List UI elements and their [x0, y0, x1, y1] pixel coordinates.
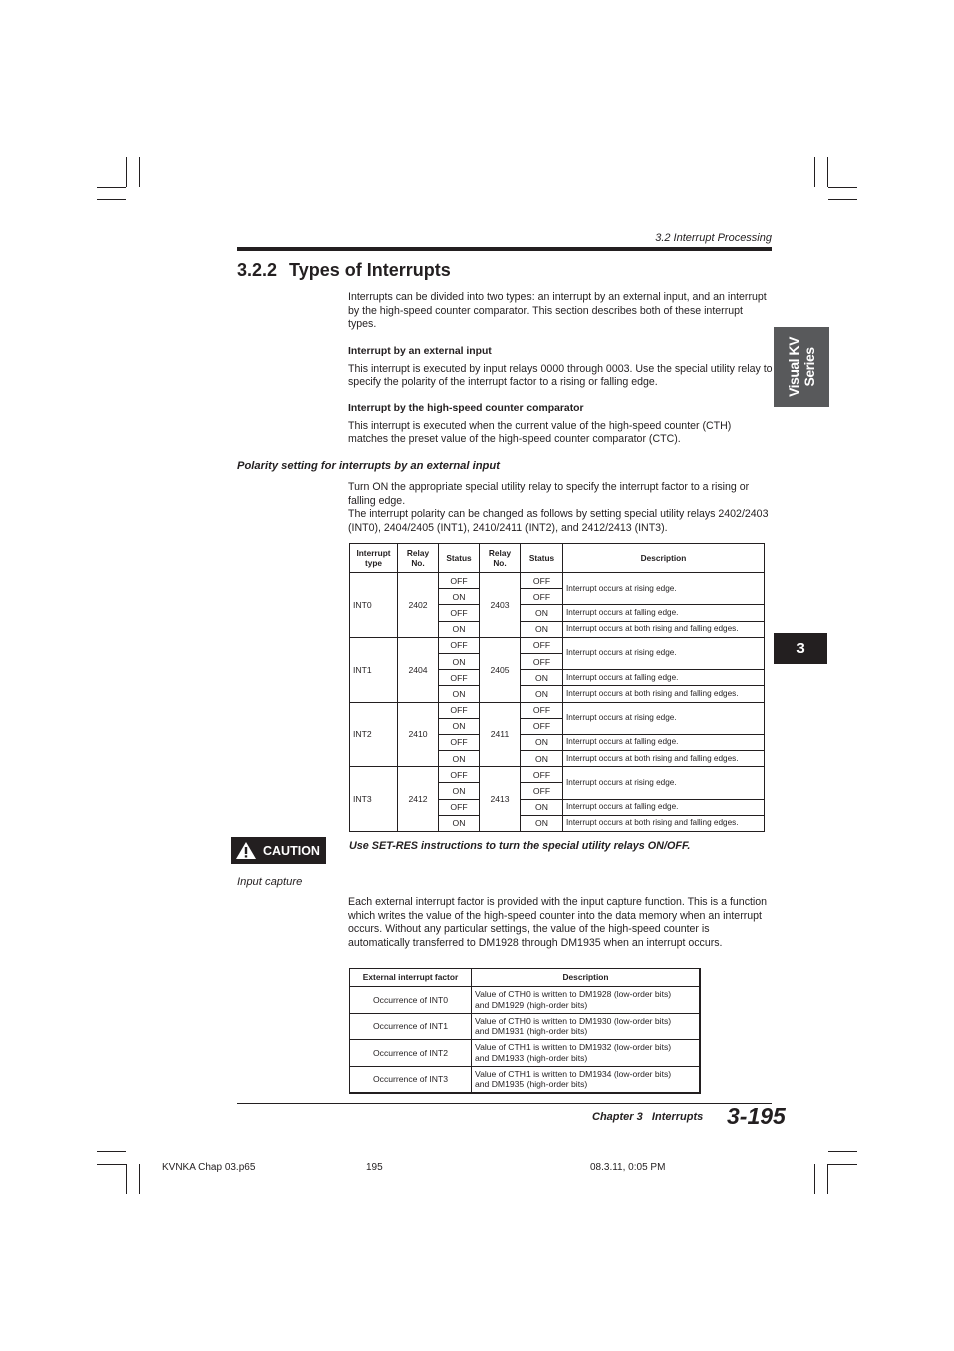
table-row — [350, 767, 765, 783]
description-cell: Interrupt occurs at both rising and falling edges. — [563, 815, 765, 831]
status-cell: ON — [521, 734, 563, 750]
status-cell: OFF — [439, 767, 480, 783]
input-capture-table — [349, 968, 701, 1094]
factor-cell: Occurrence of INT3 — [350, 1066, 472, 1093]
slug-page: 195 — [366, 1162, 383, 1173]
description-cell: Interrupt occurs at rising edge. — [563, 637, 765, 669]
table-row — [350, 987, 701, 1014]
status-cell: OFF — [521, 589, 563, 605]
description-cell: Interrupt occurs at rising edge. — [563, 573, 765, 605]
footer-rule — [237, 1103, 772, 1104]
crop-mark — [126, 1164, 127, 1194]
status-cell: ON — [439, 653, 480, 669]
interrupt-type: INT2 — [350, 702, 398, 767]
intro-paragraph: Interrupts can be divided into two types: an interrupt by an external input, and an interrupt by the high-speed counter comparator. This section describes both of these interrupt types. — [348, 291, 767, 331]
status-cell: OFF — [439, 799, 480, 815]
crop-mark — [139, 1164, 140, 1194]
status-cell: ON — [439, 751, 480, 767]
relay-number: 2412 — [398, 767, 439, 832]
crop-mark — [139, 157, 140, 187]
status-cell: ON — [439, 718, 480, 734]
status-cell: ON — [521, 621, 563, 637]
description-cell: Interrupt occurs at both rising and falling edges. — [563, 621, 765, 637]
polarity-text-2: The interrupt polarity can be changed as follows by setting special utility relays 2402/2403 (INT0), 2404/2405 (INT1), 2410/2411 (INT2), and 2412/2413 (INT3). — [348, 508, 769, 534]
column-header: Description — [472, 969, 701, 987]
status-cell: OFF — [521, 653, 563, 669]
section-title: Types of Interrupts — [289, 260, 451, 280]
status-cell: ON — [439, 815, 480, 831]
crop-mark — [828, 199, 857, 200]
crop-mark — [827, 1164, 828, 1194]
interrupt-type: INT0 — [350, 573, 398, 638]
relay-number: 2410 — [398, 702, 439, 767]
description-cell: Interrupt occurs at falling edge. — [563, 670, 765, 686]
status-cell: OFF — [521, 702, 563, 718]
polarity-paragraph — [348, 481, 773, 535]
status-cell: ON — [521, 605, 563, 621]
description-cell: Value of CTH0 is written to DM1928 (low-order bits) and DM1929 (high-order bits) — [472, 987, 701, 1014]
status-cell: ON — [521, 686, 563, 702]
hsc-block — [348, 402, 773, 447]
description-cell: Interrupt occurs at rising edge. — [563, 767, 765, 799]
column-header: Status — [521, 544, 563, 573]
input-capture-paragraph: Each external interrupt factor is provided with the input capture function. This is a function which writes the value of the high-speed counter into the data memory when an interrupt occurs. Without any particular settings, the value of the high-speed counter is automatically transferred to DM1928 through DM1935 when an interrupt occurs. — [348, 896, 768, 949]
chapter-tab: 3 — [774, 633, 827, 664]
slug-date: 08.3.11, 0:05 PM — [590, 1162, 666, 1173]
crop-mark — [828, 1164, 857, 1165]
column-header: Status — [439, 544, 480, 573]
status-cell: ON — [521, 799, 563, 815]
polarity-heading: Polarity setting for interrupts by an external input — [237, 460, 500, 472]
page-number: 3-195 — [727, 1103, 786, 1129]
description-cell: Value of CTH0 is written to DM1930 (low-order bits) and DM1931 (high-order bits) — [472, 1013, 701, 1040]
description-cell: Value of CTH1 is written to DM1932 (low-order bits) and DM1933 (high-order bits) — [472, 1040, 701, 1067]
description-cell: Interrupt occurs at falling edge. — [563, 799, 765, 815]
external-input-block — [348, 345, 773, 390]
slug-file: KVNKA Chap 03.p65 — [162, 1162, 256, 1173]
status-cell: ON — [439, 783, 480, 799]
table-row — [350, 1040, 701, 1067]
status-cell: OFF — [439, 573, 480, 589]
caution-label: CAUTION — [263, 843, 320, 858]
table-row — [350, 573, 765, 589]
factor-cell: Occurrence of INT1 — [350, 1013, 472, 1040]
external-input-text: This interrupt is executed by input relays 0000 through 0003. Use the special utility relay to specify the polarity of the interrupt factor to a rising or falling edge. — [348, 362, 773, 389]
table-row — [350, 702, 765, 718]
crop-mark — [97, 187, 126, 188]
section-heading — [237, 260, 451, 281]
status-cell: OFF — [521, 573, 563, 589]
relay-number: 2403 — [480, 573, 521, 638]
crop-mark — [814, 157, 815, 187]
warning-icon — [235, 841, 257, 860]
crop-mark — [814, 1164, 815, 1194]
relay-number: 2413 — [480, 767, 521, 832]
relay-number: 2405 — [480, 637, 521, 702]
status-cell: ON — [439, 686, 480, 702]
column-header: External interrupt factor — [350, 969, 472, 987]
status-cell: OFF — [521, 783, 563, 799]
crop-mark — [828, 1151, 857, 1152]
factor-cell: Occurrence of INT2 — [350, 1040, 472, 1067]
input-capture-heading: Input capture — [237, 876, 303, 888]
footer-chapter: Chapter 3 Interrupts — [592, 1111, 704, 1123]
caution-text: Use SET-RES instructions to turn the special utility relays ON/OFF. — [349, 840, 691, 852]
description-cell: Interrupt occurs at rising edge. — [563, 702, 765, 734]
factor-cell: Occurrence of INT0 — [350, 987, 472, 1014]
hsc-text: This interrupt is executed when the current value of the high-speed counter (CTH) matches the preset value of the high-speed counter comparator (CTC). — [348, 419, 732, 446]
polarity-table — [349, 543, 765, 832]
hsc-heading: Interrupt by the high-speed counter comparator — [348, 403, 584, 414]
table-header-row — [350, 969, 701, 987]
column-header: Description — [563, 544, 765, 573]
section-number: 3.2.2 — [237, 260, 278, 280]
column-header: Interrupt type — [350, 544, 398, 573]
status-cell: OFF — [439, 702, 480, 718]
table-row — [350, 1066, 701, 1093]
crop-mark — [97, 199, 126, 200]
status-cell: ON — [521, 815, 563, 831]
status-cell: OFF — [439, 670, 480, 686]
description-cell: Interrupt occurs at falling edge. — [563, 605, 765, 621]
relay-number: 2404 — [398, 637, 439, 702]
status-cell: OFF — [521, 718, 563, 734]
status-cell: OFF — [439, 605, 480, 621]
status-cell: ON — [521, 751, 563, 767]
status-cell: OFF — [439, 637, 480, 653]
status-cell: OFF — [521, 767, 563, 783]
interrupt-type: INT1 — [350, 637, 398, 702]
relay-number: 2411 — [480, 702, 521, 767]
interrupt-type: INT3 — [350, 767, 398, 832]
status-cell: OFF — [439, 734, 480, 750]
description-cell: Interrupt occurs at both rising and falling edges. — [563, 686, 765, 702]
table-header-row — [350, 544, 765, 573]
description-cell: Interrupt occurs at both rising and falling edges. — [563, 751, 765, 767]
crop-mark — [97, 1164, 126, 1165]
column-header: Relay No. — [480, 544, 521, 573]
status-cell: ON — [439, 589, 480, 605]
column-header: Relay No. — [398, 544, 439, 573]
series-side-tab-label: Visual KV Series — [785, 337, 817, 397]
description-cell: Interrupt occurs at falling edge. — [563, 734, 765, 750]
caution-badge — [231, 837, 326, 864]
relay-number: 2402 — [398, 573, 439, 638]
status-cell: OFF — [521, 637, 563, 653]
crop-mark — [828, 187, 857, 188]
external-input-heading: Interrupt by an external input — [348, 346, 492, 357]
status-cell: ON — [521, 670, 563, 686]
polarity-text-1: Turn ON the appropriate special utility relay to specify the interrupt factor to a rising or falling edge. — [348, 481, 750, 507]
table-row — [350, 637, 765, 653]
status-cell: ON — [439, 621, 480, 637]
crop-mark — [827, 157, 828, 187]
series-side-tab — [774, 327, 829, 407]
header-rule — [237, 247, 772, 251]
crop-mark — [97, 1151, 126, 1152]
running-header: 3.2 Interrupt Processing — [655, 232, 772, 244]
table-row — [350, 1013, 701, 1040]
crop-mark — [126, 157, 127, 187]
description-cell: Value of CTH1 is written to DM1934 (low-order bits) and DM1935 (high-order bits) — [472, 1066, 701, 1093]
